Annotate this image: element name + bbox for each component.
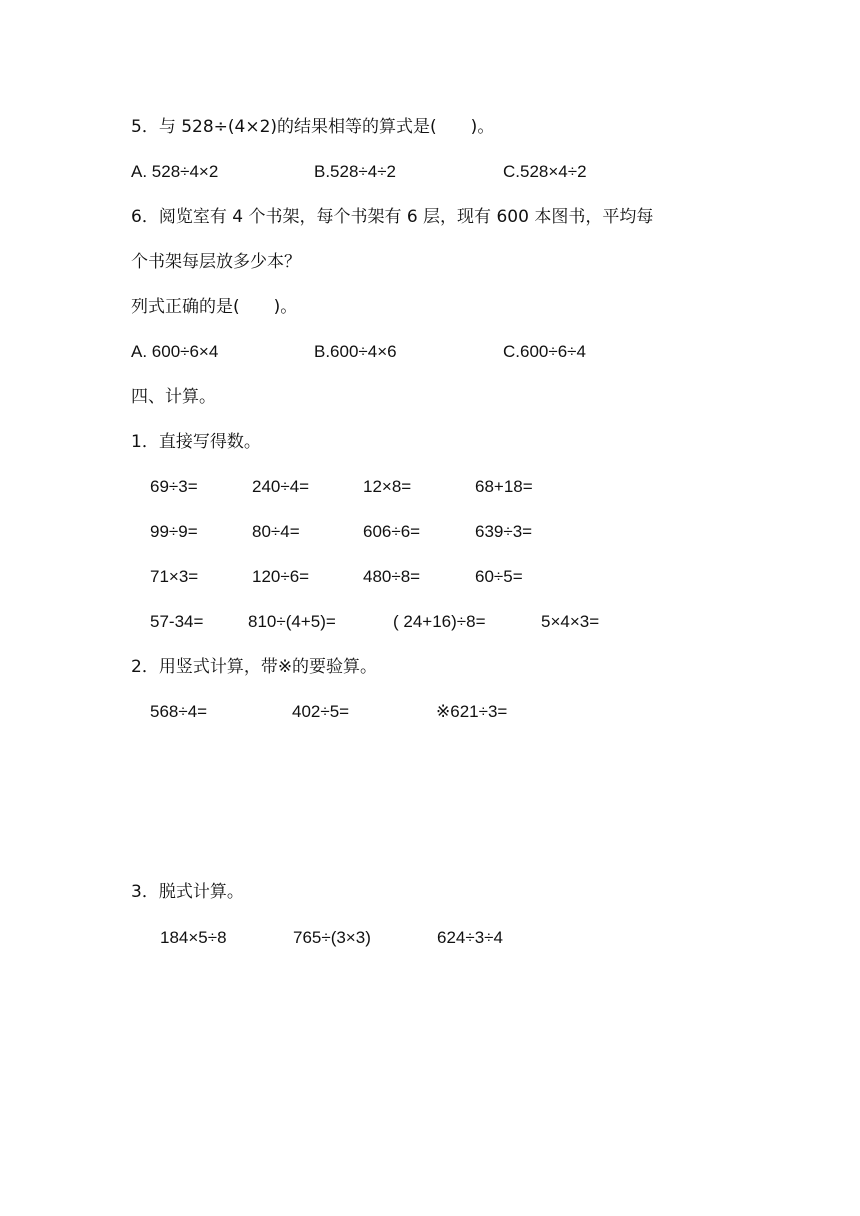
mental-math-item: 240÷4= (252, 477, 310, 496)
question-5-stem: 5．与 528÷(4×2)的结果相等的算式是( )。 (131, 117, 495, 137)
question-6-stem-line-2: 个书架每层放多少本？ (131, 252, 301, 272)
vertical-calc-item: 568÷4= (150, 702, 208, 721)
vertical-calc-item: ※621÷3= (436, 702, 508, 721)
mental-math-item: ( 24+16)÷8= (393, 612, 486, 631)
mental-math-item: 68+18= (475, 477, 533, 496)
mental-math-item: 99÷9= (150, 522, 198, 541)
part-2-title: 2．用竖式计算，带※的要验算。 (131, 657, 378, 677)
question-6-option-b: B.600÷4×6 (314, 342, 397, 361)
part-3-title: 3．脱式计算。 (131, 882, 244, 902)
vertical-calc-item: 402÷5= (292, 702, 350, 721)
question-5-option-a: A. 528÷4×2 (131, 162, 219, 181)
step-calc-item: 765÷(3×3) (293, 928, 371, 947)
mental-math-item: 120÷6= (252, 567, 310, 586)
mental-math-item: 606÷6= (363, 522, 421, 541)
mental-math-item: 480÷8= (363, 567, 421, 586)
step-calc-item: 184×5÷8 (160, 928, 227, 947)
mental-math-item: 60÷5= (475, 567, 523, 586)
mental-math-item: 69÷3= (150, 477, 198, 496)
question-6-option-a: A. 600÷6×4 (131, 342, 219, 361)
mental-math-item: 80÷4= (252, 522, 300, 541)
question-6-option-c: C.600÷6÷4 (503, 342, 586, 361)
part-1-title: 1．直接写得数。 (131, 432, 261, 452)
question-6-stem-line-3: 列式正确的是( )。 (131, 297, 298, 317)
mental-math-item: 71×3= (150, 567, 199, 586)
mental-math-item: 12×8= (363, 477, 412, 496)
question-5-option-b: B.528÷4÷2 (314, 162, 396, 181)
mental-math-item: 810÷(4+5)= (248, 612, 336, 631)
question-6-stem-line-1: 6．阅览室有 4 个书架，每个书架有 6 层，现有 600 本图书，平均每 (131, 207, 654, 227)
section-4-title: 四、计算。 (131, 387, 216, 407)
question-5-option-c: C.528×4÷2 (503, 162, 587, 181)
mental-math-item: 57-34= (150, 612, 204, 631)
mental-math-item: 639÷3= (475, 522, 533, 541)
step-calc-item: 624÷3÷4 (437, 928, 503, 947)
mental-math-item: 5×4×3= (541, 612, 600, 631)
